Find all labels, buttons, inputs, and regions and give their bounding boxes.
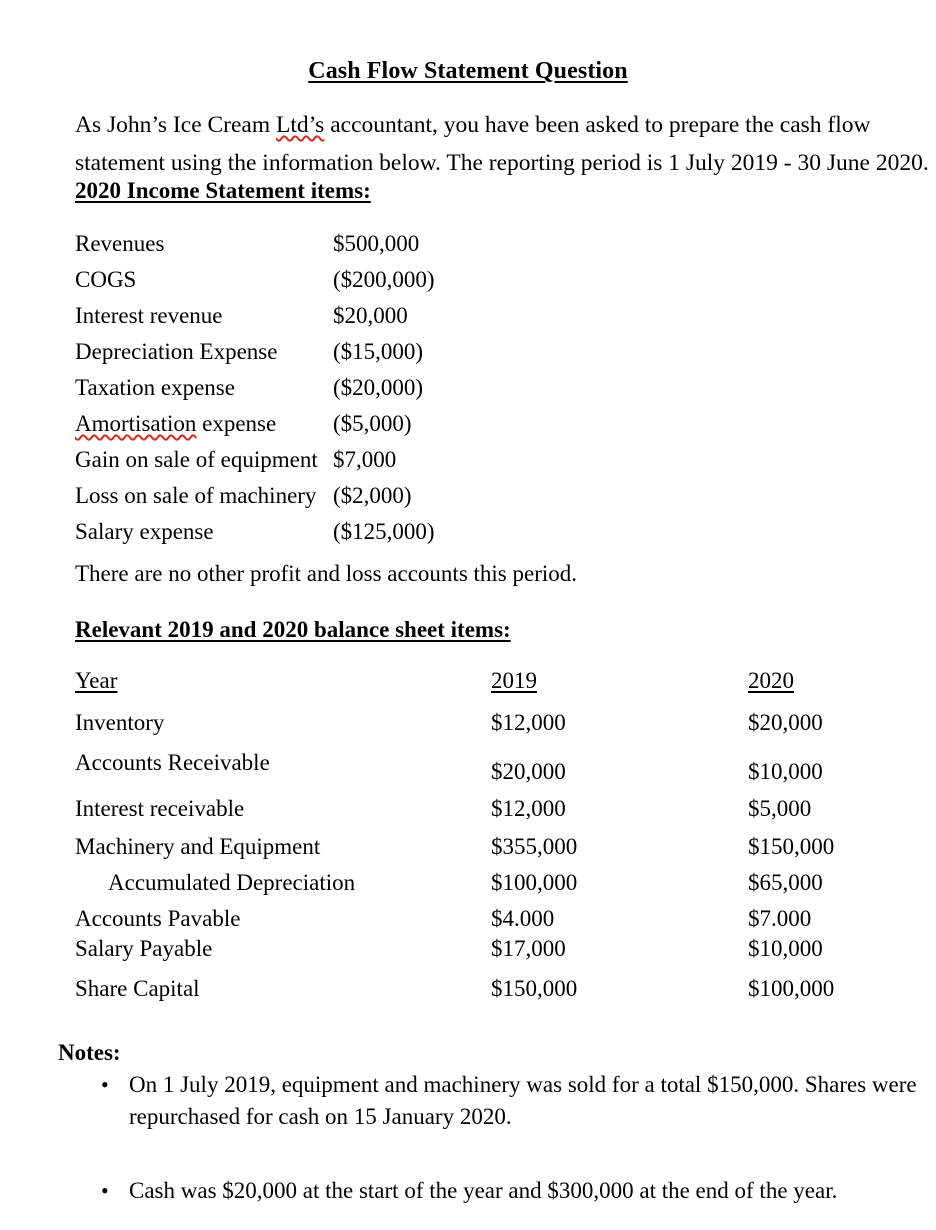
- row-label: Interest receivable: [75, 796, 245, 821]
- row-label: Accounts Pavable: [75, 906, 241, 931]
- row-label: Inventory: [75, 710, 165, 735]
- spellcheck-underlined-word: Ltd’s: [276, 112, 325, 138]
- column-header-year: Year: [75, 668, 118, 693]
- income-row-label-rest: expense: [196, 411, 277, 436]
- row-label: Accounts Receivable: [75, 750, 270, 775]
- income-row: [75, 298, 595, 334]
- income-row-value: ($20,000): [333, 375, 424, 400]
- income-statement-heading-text: 2020 Income Statement items:: [75, 178, 371, 203]
- income-row-value: $7,000: [333, 447, 397, 472]
- income-row-label: Revenues: [75, 231, 165, 256]
- balance-sheet-table: [75, 668, 905, 1012]
- income-row-value: $20,000: [333, 303, 408, 328]
- row-label: Salary Payable: [75, 936, 213, 961]
- row-value-2019: $20,000: [491, 759, 566, 784]
- income-section-footnote: There are no other profit and loss accounts this period.: [75, 561, 578, 586]
- income-row-value: ($5,000): [333, 411, 412, 436]
- row-value-2020: $5,000: [748, 796, 812, 821]
- note-text: [129, 1175, 919, 1207]
- income-row: [75, 442, 595, 478]
- income-row: [75, 370, 595, 406]
- column-header-2020: 2020: [748, 668, 794, 693]
- income-row: [75, 226, 595, 262]
- balance-sheet-heading-text: Relevant 2019 and 2020 balance sheet items:: [75, 617, 511, 642]
- row-value-2019: $12,000: [491, 710, 566, 735]
- bullet-icon: •: [101, 1072, 109, 1097]
- note-line: repurchased for cash on 15 January 2020.: [129, 1104, 512, 1129]
- column-header-2019: 2019: [491, 668, 537, 693]
- table-row: [75, 750, 905, 796]
- intro-line-2: statement using the information below. The reporting period is 1 July 2019 - 30 June 2020.: [75, 150, 929, 176]
- spellcheck-underlined-word: Amortisation: [75, 411, 197, 436]
- income-row-label: [75, 406, 333, 442]
- intro-line-1: [75, 106, 905, 144]
- table-row: [75, 834, 905, 870]
- income-row-value: ($125,000): [333, 519, 435, 544]
- table-row: [75, 796, 905, 834]
- income-statement-heading: [75, 178, 371, 204]
- income-row-label: Gain on sale of equipment: [75, 447, 318, 472]
- row-value-2020: $7.000: [748, 906, 812, 931]
- income-statement-list: [75, 226, 595, 550]
- note-line: Cash was $20,000 at the start of the year and $300,000 at the end of the year.: [129, 1178, 838, 1203]
- income-row-value: $500,000: [333, 231, 420, 256]
- intro-text-after: accountant, you have been asked to prepare the cash flow: [324, 112, 871, 138]
- page-title: [0, 58, 936, 85]
- income-row: [75, 334, 595, 370]
- row-value-2019: $150,000: [491, 976, 578, 1001]
- list-item: [101, 1175, 919, 1207]
- income-row-label: Salary expense: [75, 519, 214, 544]
- table-row: [75, 710, 905, 750]
- row-value-2019: $12,000: [491, 796, 566, 821]
- row-value-2020: $10,000: [748, 936, 823, 961]
- row-label: Accumulated Depreciation: [108, 870, 356, 895]
- income-row: [75, 406, 595, 442]
- row-value-2020: $100,000: [748, 976, 835, 1001]
- table-header-row: [75, 668, 905, 710]
- income-row: [75, 478, 595, 514]
- income-row-label: COGS: [75, 267, 137, 292]
- row-value-2019: $17,000: [491, 936, 566, 961]
- row-value-2020: $20,000: [748, 710, 823, 735]
- intro-text-before: As John’s Ice Cream: [75, 112, 277, 138]
- income-row-label: Interest revenue: [75, 303, 223, 328]
- table-row: [75, 870, 905, 906]
- intro-paragraph: [75, 106, 929, 182]
- row-value-2019: $355,000: [491, 834, 578, 859]
- income-row-value: ($15,000): [333, 339, 424, 364]
- bullet-icon: •: [101, 1178, 109, 1203]
- note-line: On 1 July 2019, equipment and machinery was sold for a total $150,000. Shares were: [129, 1072, 917, 1097]
- note-text: [129, 1069, 919, 1133]
- income-row-label: Loss on sale of machinery: [75, 483, 317, 508]
- balance-sheet-heading: [75, 617, 511, 643]
- row-value-2020: $10,000: [748, 759, 823, 784]
- income-row-value: ($2,000): [333, 483, 412, 508]
- income-row: [75, 514, 595, 550]
- table-row: [75, 906, 905, 936]
- income-row: [75, 262, 595, 298]
- table-row: [75, 976, 905, 1012]
- income-row-value: ($200,000): [333, 267, 435, 292]
- table-row: [75, 936, 905, 976]
- row-label: Machinery and Equipment: [75, 834, 321, 859]
- notes-heading: Notes:: [58, 1040, 121, 1065]
- list-item: [101, 1069, 919, 1133]
- income-row-label: Taxation expense: [75, 375, 235, 400]
- row-value-2019: $4.000: [491, 906, 555, 931]
- income-row-label: Depreciation Expense: [75, 339, 278, 364]
- page-title-text: Cash Flow Statement Question: [308, 58, 628, 84]
- row-label: Share Capital: [75, 976, 200, 1001]
- row-value-2019: $100,000: [491, 870, 578, 895]
- row-value-2020: $150,000: [748, 834, 835, 859]
- row-value-2020: $65,000: [748, 870, 823, 895]
